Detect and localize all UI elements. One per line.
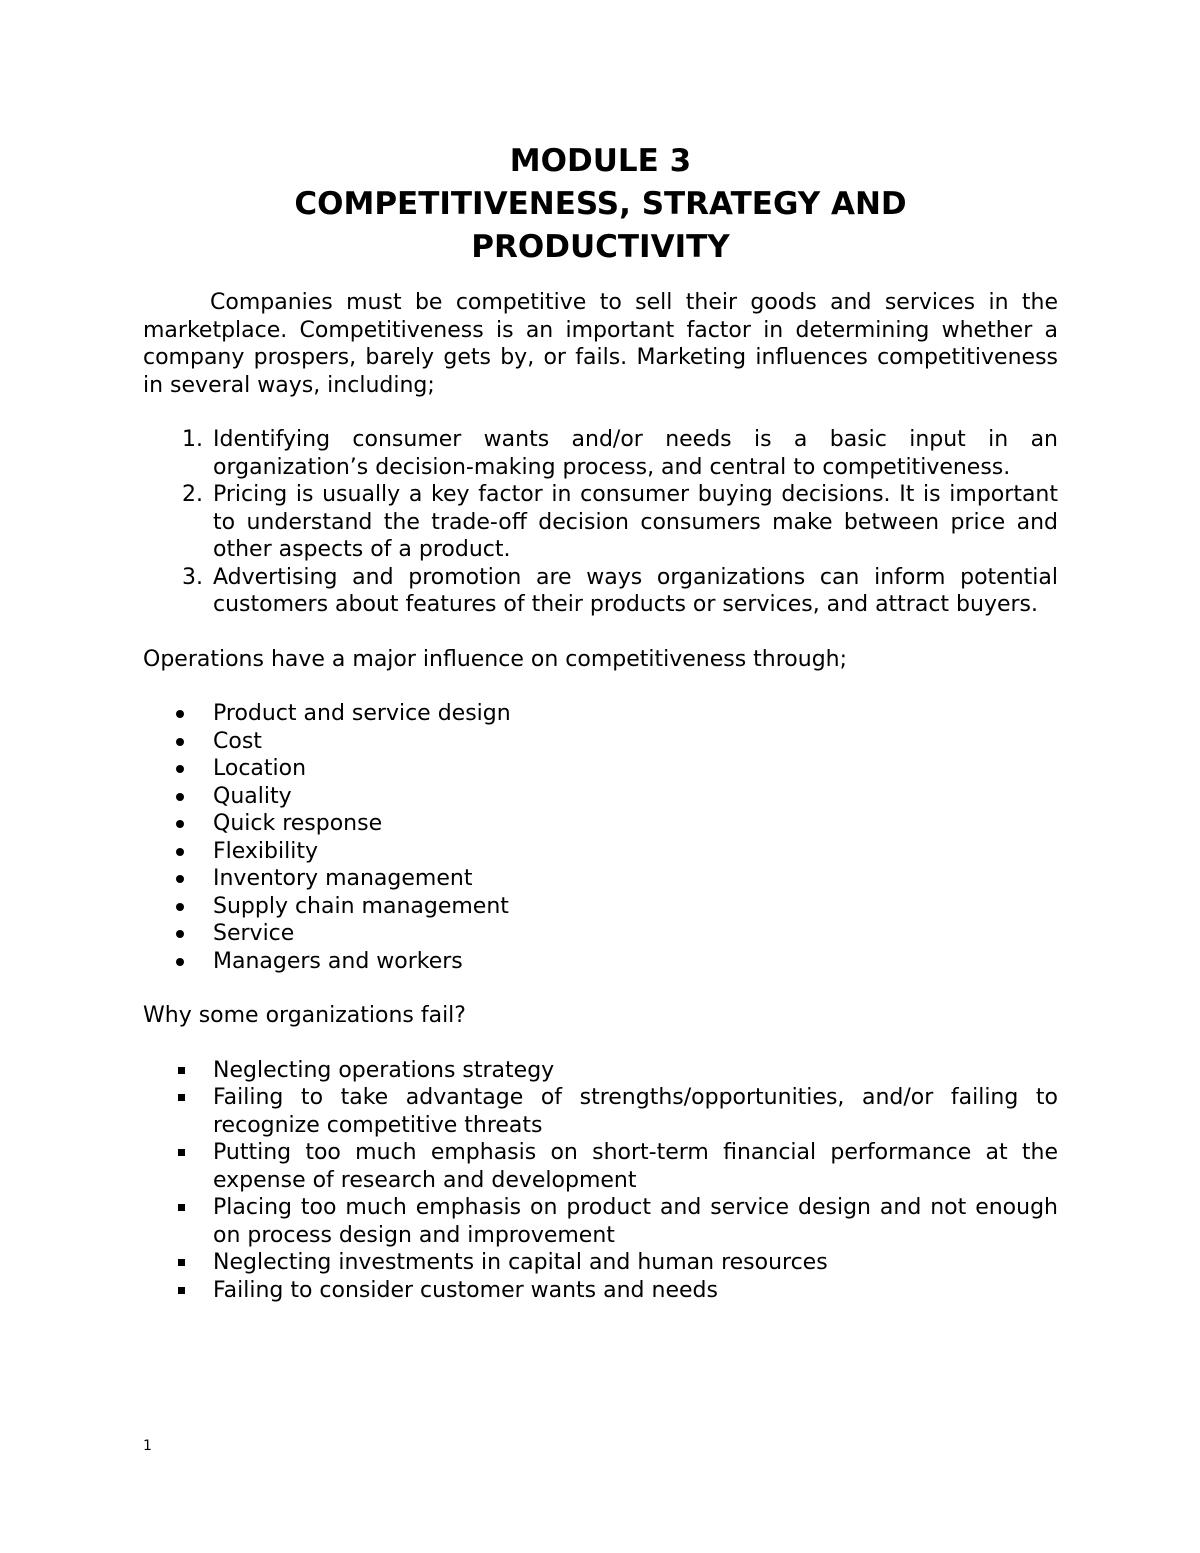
square-bullet-icon xyxy=(178,1067,185,1074)
page-number: 1 xyxy=(143,1438,152,1454)
list-item: Quality xyxy=(143,783,1058,811)
list-item: Location xyxy=(143,755,1058,783)
title-block xyxy=(143,140,1058,269)
bullet-icon xyxy=(176,820,184,828)
module-subtitle-line1: COMPETITIVENESS, STRATEGY AND xyxy=(294,186,907,222)
bullet-icon xyxy=(176,765,184,773)
bullet-icon xyxy=(176,738,184,746)
square-bullet-icon xyxy=(178,1149,185,1156)
list-item: Inventory management xyxy=(143,865,1058,893)
square-bullet-icon xyxy=(178,1094,185,1101)
square-bullet-icon xyxy=(178,1204,185,1211)
list-item: Neglecting investments in capital and human resources xyxy=(143,1249,1058,1277)
list-item: Quick response xyxy=(143,810,1058,838)
list-item: Flexibility xyxy=(143,838,1058,866)
bullet-icon xyxy=(176,930,184,938)
module-title: MODULE 3 xyxy=(509,143,692,179)
bullet-icon xyxy=(176,903,184,911)
bullet-icon xyxy=(176,793,184,801)
bullet-icon xyxy=(176,848,184,856)
fail-heading: Why some organizations fail? xyxy=(143,1003,466,1028)
list-item: Failing to take advantage of strengths/opportunities, and/or failing to recognize competitive threats xyxy=(143,1084,1058,1139)
list-item: Neglecting operations strategy xyxy=(143,1057,1058,1085)
module-subtitle-line2: PRODUCTIVITY xyxy=(471,229,730,265)
list-item: Cost xyxy=(143,728,1058,756)
list-item: 2. Pricing is usually a key factor in consumer buying decisions. It is important to understand the trade-off decision consumers make between price and other aspects of a product. xyxy=(182,482,1058,562)
list-item: Placing too much emphasis on product and service design and not enough on process design and improvement xyxy=(143,1194,1058,1249)
operations-heading: Operations have a major influence on competitiveness through; xyxy=(143,646,848,672)
document-page xyxy=(143,140,1058,1304)
bullet-icon xyxy=(176,875,184,883)
intro-paragraph: Companies must be competitive to sell their goods and services in the marketplace. Competitiveness is an important factor in determining whether a company prospers, barely gets by, or fails. Marketing influences competitiveness in several ways, including; xyxy=(143,290,1058,398)
bullet-icon xyxy=(176,958,184,966)
bullet-icon xyxy=(176,710,184,718)
list-item: Supply chain management xyxy=(143,893,1058,921)
list-item: Product and service design xyxy=(143,700,1058,728)
list-item: 1. Identifying consumer wants and/or needs is a basic input in an organization’s decision-making process, and central to competitiveness. xyxy=(182,427,1058,480)
list-item: Failing to consider customer wants and needs xyxy=(143,1277,1058,1305)
square-bullet-icon xyxy=(178,1259,185,1266)
list-item: Putting too much emphasis on short-term financial performance at the expense of research and development xyxy=(143,1139,1058,1194)
operations-list xyxy=(143,700,1058,975)
marketing-list xyxy=(143,426,1058,619)
fail-list xyxy=(143,1057,1058,1305)
list-item: Managers and workers xyxy=(143,948,1058,976)
square-bullet-icon xyxy=(178,1287,185,1294)
list-item: 3. Advertising and promotion are ways organizations can inform potential customers about features of their products or services, and attract buyers. xyxy=(182,564,1058,617)
list-item: Service xyxy=(143,920,1058,948)
